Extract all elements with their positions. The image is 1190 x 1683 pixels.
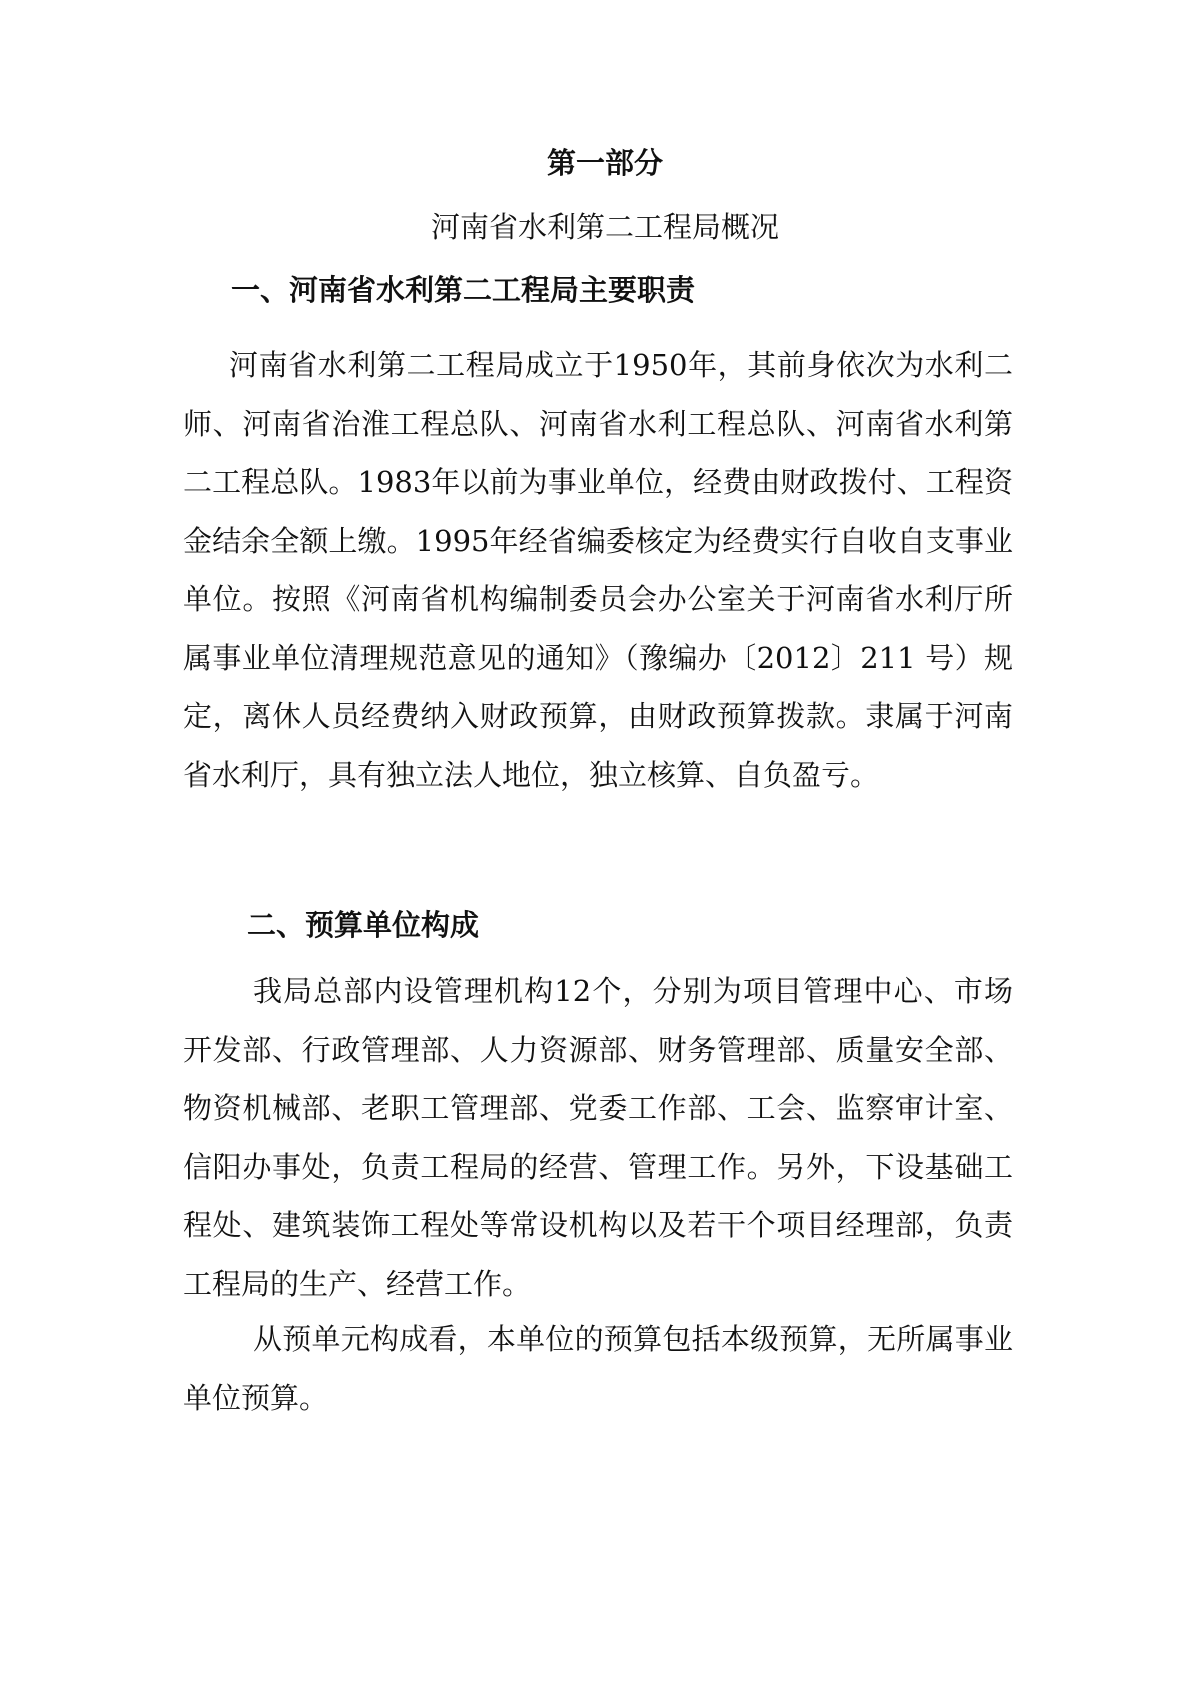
paragraph-organization: 我局总部内设管理机构12个，分别为项目管理中心、市场开发部、行政管理部、人力资源部、财务管理部、质量安全部、物资机械部、老职工管理部、党委工作部、工会、监察审计室、信阳办事处，负责工程局的经营、管理工作。另外，下设基础工程处、建筑装饰工程处等常设机构以及若干个项目经理部，负责工程局的生产、经营工作。 xyxy=(183,974,1013,1301)
paragraph-budget-scope: 从预单元构成看，本单位的预算包括本级预算，无所属事业单位预算。 xyxy=(183,1322,1013,1415)
paragraph-duties: 河南省水利第二工程局成立于1950年，其前身依次为水利二师、河南省治淮工程总队、河南省水利工程总队、河南省水利第二工程总队。1983年以前为事业单位，经费由财政拨付、工程资金结余全额上缴。1995年经省编委核定为经费实行自收自支事业单位。按照《河南省机构编制委员会办公室关于河南省水利厅所属事业单位清理规范意见的通知》（豫编办〔2012〕211 号）规定，离休人员经费纳入财政预算，由财政预算拨款。隶属于河南省水利厅，具有独立法人地位，独立核算、自负盈亏。 xyxy=(183,348,1013,792)
section-heading-budget-units: 二、预算单位构成 xyxy=(247,908,480,942)
part-title: 第一部分 xyxy=(546,146,663,180)
document-title: 河南省水利第二工程局概况 xyxy=(430,210,779,244)
section-heading-duties: 一、河南省水利第二工程局主要职责 xyxy=(231,273,696,307)
